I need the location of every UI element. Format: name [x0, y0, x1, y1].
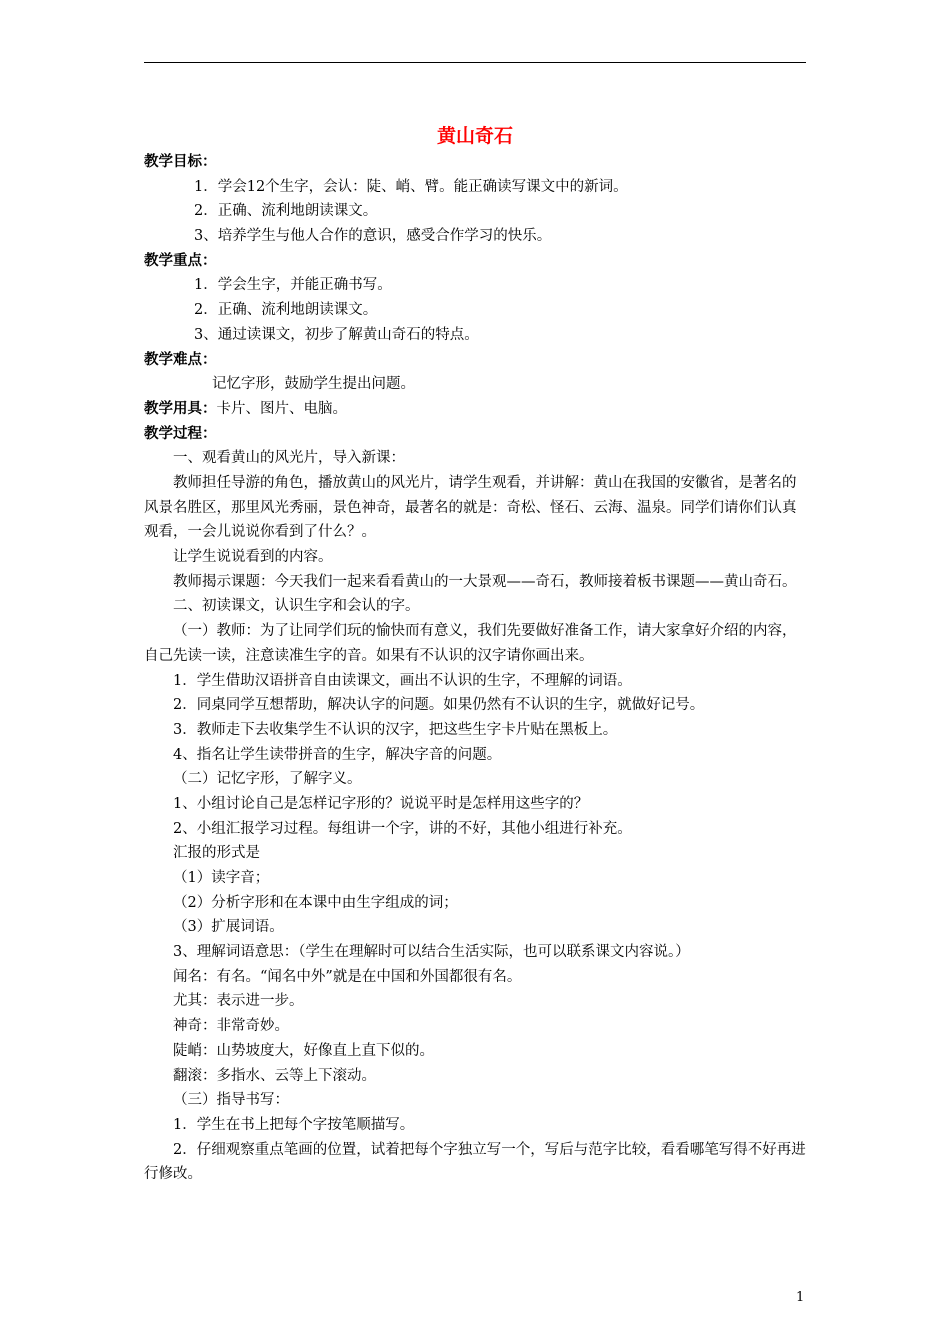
- objective-item: 3、培养学生与他人合作的意识，感受合作学习的快乐。: [194, 228, 552, 245]
- process-paragraph: 4、指名让学生读带拼音的生字，解决字音的问题。: [173, 746, 502, 763]
- difficulties-heading: 教学难点：: [144, 350, 217, 368]
- process-paragraph: 一、观看黄山的风光片，导入新课：: [173, 450, 405, 467]
- process-paragraph: （1）读字音；: [173, 870, 270, 887]
- process-paragraph: 闻名：有名。“闻名中外”就是在中国和外国都很有名。: [173, 968, 522, 985]
- process-paragraph: 1．学生借助汉语拼音自由读课文，画出不认识的生字，不理解的词语。: [173, 672, 632, 689]
- document-title: 黄山奇石: [436, 125, 513, 147]
- process-paragraph: （二）记忆字形，了解字义。: [173, 771, 362, 788]
- process-paragraph: 3、理解词语意思：（学生在理解时可以结合生活实际，也可以联系课文内容说。）: [173, 944, 690, 961]
- process-paragraph: 让学生说说看到的内容。: [173, 549, 333, 566]
- process-paragraph: 教师担任导游的角色，播放黄山的风光片，请学生观看，并讲解：黄山在我国的安徽省，是著名的风景名胜区，那里风光秀丽，景色神奇，最著名的就是：奇松、怪石、云海、温泉。同学们请你们认真观看，一会儿说说你看到了什么？。: [144, 474, 797, 541]
- difficulties-text: 记忆字形，鼓励学生提出问题。: [212, 376, 415, 393]
- process-paragraph: 翻滚：多指水、云等上下滚动。: [173, 1067, 376, 1084]
- objective-item: 2．正确、流利地朗读课文。: [194, 203, 378, 220]
- key-point-item: 1．学会生字，并能正确书写。: [194, 277, 392, 294]
- tools-text: 卡片、图片、电脑。: [216, 400, 347, 417]
- process-paragraph: 尤其：表示进一步。: [173, 993, 304, 1010]
- process-paragraph: 2．仔细观察重点笔画的位置，试着把每个字独立写一个，写后与范字比较，看看哪笔写得不好再进行修改。: [144, 1141, 806, 1183]
- process-paragraph: 1．学生在书上把每个字按笔顺描写。: [173, 1116, 415, 1133]
- objective-item: 1．学会12个生字，会认：陡、峭、臂。能正确读写课文中的新词。: [194, 178, 628, 195]
- document-body: [144, 150, 806, 1187]
- objectives-heading: 教学目标：: [144, 153, 217, 170]
- process-paragraph: （2）分析字形和在本课中由生字组成的词；: [173, 894, 458, 911]
- key-point-item: 2．正确、流利地朗读课文。: [194, 302, 378, 319]
- process-heading: 教学过程：: [144, 424, 217, 442]
- process-paragraph: 2、小组汇报学习过程。每组讲一个字，讲的不好，其他小组进行补充。: [173, 820, 632, 837]
- key-points-heading: 教学重点：: [144, 251, 217, 269]
- process-paragraph: （3）扩展词语。: [173, 919, 284, 936]
- tools-line: [144, 397, 806, 422]
- process-paragraph: 二、初读课文，认识生字和会认的字。: [173, 598, 420, 615]
- tools-heading: 教学用具：: [144, 399, 217, 417]
- key-point-item: 3、通过读课文，初步了解黄山奇石的特点。: [194, 326, 479, 343]
- process-paragraph: 2．同桌同学互想帮助，解决认字的问题。如果仍然有不认识的生字，就做好记号。: [173, 697, 705, 714]
- process-paragraph: 3．教师走下去收集学生不认识的汉字，把这些生字卡片贴在黑板上。: [173, 721, 618, 738]
- process-paragraph: 陡峭：山势坡度大，好像直上直下似的。: [173, 1042, 434, 1059]
- process-paragraph: 教师揭示课题：今天我们一起来看看黄山的一大景观——奇石，教师接着板书课题——黄山奇石。: [173, 573, 797, 590]
- page-number: 1: [796, 1290, 805, 1305]
- process-paragraph: （三）指导书写：: [173, 1092, 289, 1109]
- process-paragraph: 1、小组讨论自己是怎样记字形的？说说平时是怎样用这些字的？: [173, 795, 589, 812]
- process-paragraph: 汇报的形式是: [173, 845, 260, 862]
- process-paragraph: 神奇：非常奇妙。: [173, 1018, 289, 1035]
- process-paragraph: （一）教师：为了让同学们玩的愉快而有意义，我们先要做好准备工作，请大家拿好介绍的内容，自己先读一读，注意读准生字的音。如果有不认识的汉字请你画出来。: [144, 623, 797, 664]
- header-rule: [144, 62, 806, 63]
